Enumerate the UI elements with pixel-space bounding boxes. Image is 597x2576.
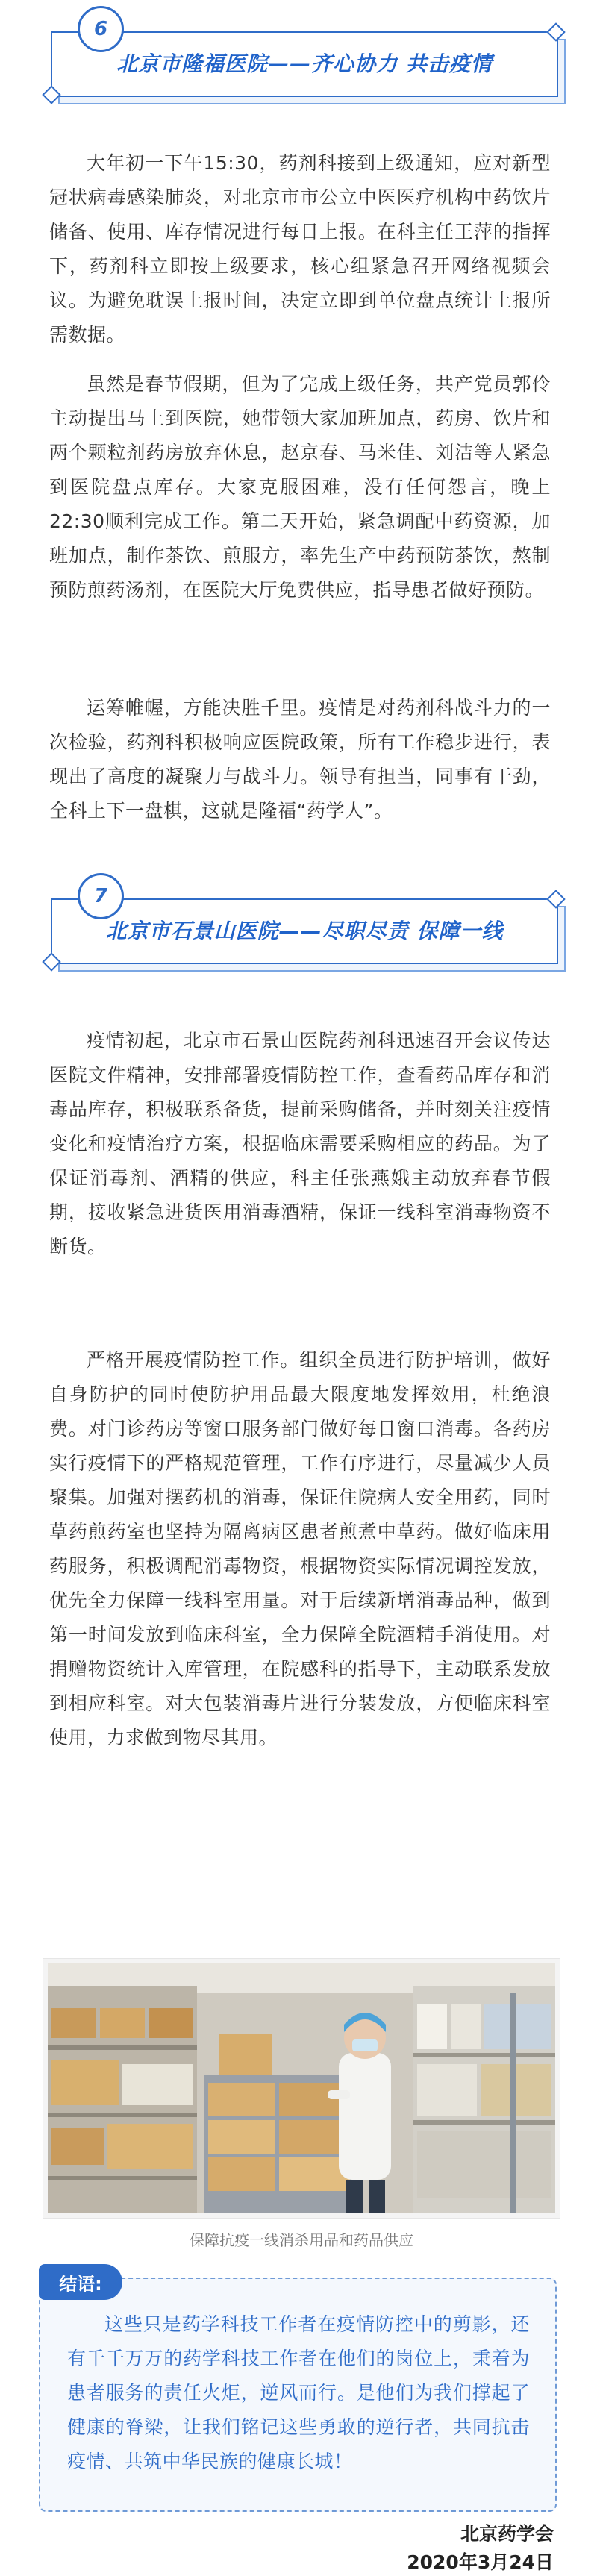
pharmacy-storeroom-photo <box>43 1959 560 2218</box>
photo-caption: 保障抗疫一线消杀用品和药品供应 <box>190 2231 413 2249</box>
section-6-title: 北京市隆福医院——齐心协力 共击疫情 <box>116 51 493 76</box>
conclusion-tag: 结语: <box>39 2264 122 2300</box>
section-6-number: 6 <box>93 18 108 40</box>
section-6-paragraph: 虽然是春节假期，但为了完成上级任务，共产党员郭伶主动提出马上到医院，她带领大家加班加点，药房、饮片和两个颗粒剂药房放弃休息，赵京春、马米佳、刘洁等人紧急到医院盘点库存。大家克服困难，没有任何怨言，晚上22:30顺利完成工作。第二天开始，紧急调配中药资源，加班加点，制作茶饮、煎服方，率先生产中药预防茶饮，熬制预防煎药汤剂，在医院大厅免费供应，指导患者做好预防。 <box>49 373 551 601</box>
section-6-paragraph: 运筹帷幄，方能决胜千里。疫情是对药剂科战斗力的一次检验，药剂科积极响应医院政策，所有工作稳步进行，表现出了高度的凝聚力与战斗力。领导有担当，同事有干劲，全科上下一盘棋，这就是隆福“药学人”。 <box>49 697 551 822</box>
section-7-number: 7 <box>93 885 108 907</box>
section-7-paragraph: 严格开展疫情防控工作。组织全员进行防护培训，做好自身防护的同时使防护用品最大限度地发挥效用，杜绝浪费。对门诊药房等窗口服务部门做好每日窗口消毒。各药房实行疫情下的严格规范管理，工作有序进行，尽量减少人员聚集。加强对摆药机的消毒，保证住院病人安全用药，同时草药煎药室也坚持为隔离病区患者煎煮中草药。做好临床用药服务，积极调配消毒物资，根据物资实际情况调控发放，优先全力保障一线科室用量。对于后续新增消毒品种，做到第一时间发放到临床科室，全力保障全院酒精手消使用。对捐赠物资统计入库管理，在院感科的指导下，主动联系发放到相应科室。对大包装消毒片进行分装发放，方便临床科室使用，力求做到物尽其用。 <box>49 1349 551 1748</box>
section-7-number-badge <box>78 873 124 919</box>
section-7-paragraph: 疫情初起，北京市石景山医院药剂科迅速召开会议传达医院文件精神，安排部署疫情防控工作，查看药品库存和消毒品库存，积极联系备货，提前采购储备，并时刻关注疫情变化和疫情治疗方案，根据临床需要采购相应的药品。为了保证消毒剂、酒精的供应，科主任张燕娥主动放弃春节假期，接收紧急进货医用消毒酒精，保证一线科室消毒物资不断货。 <box>49 1030 551 1257</box>
section-7-title: 北京市石景山医院——尽职尽责 保障一线 <box>105 919 504 943</box>
section-7-header <box>36 867 561 979</box>
section-6-paragraph: 大年初一下午15:30，药剂科接到上级通知，应对新型冠状病毒感染肺炎，对北京市市公立中医医疗机构中药饮片储备、使用、库存情况进行每日上报。在科主任王萍的指挥下，药剂科立即按上级要求，核心组紧急召开网络视频会议。为避免耽误上报时间，决定立即到单位盘点统计上报所需数据。 <box>49 152 551 346</box>
conclusion-text: 这些只是药学科技工作者在疫情防控中的剪影，还有千千万万的药学科技工作者在他们的岗位上，秉着为患者服务的责任火炬，逆风而行。是他们为我们撑起了健康的脊梁，让我们铭记这些勇敢的逆行者，共同抗击疫情、共筑中华民族的健康长城！ <box>67 2313 530 2472</box>
section-6-number-badge <box>78 6 124 52</box>
signature-date: 2020年3月24日 <box>407 2551 554 2573</box>
section-6-header <box>36 0 561 112</box>
signature-org: 北京药学会 <box>460 2523 554 2545</box>
storeroom-illustration <box>48 1963 555 2213</box>
